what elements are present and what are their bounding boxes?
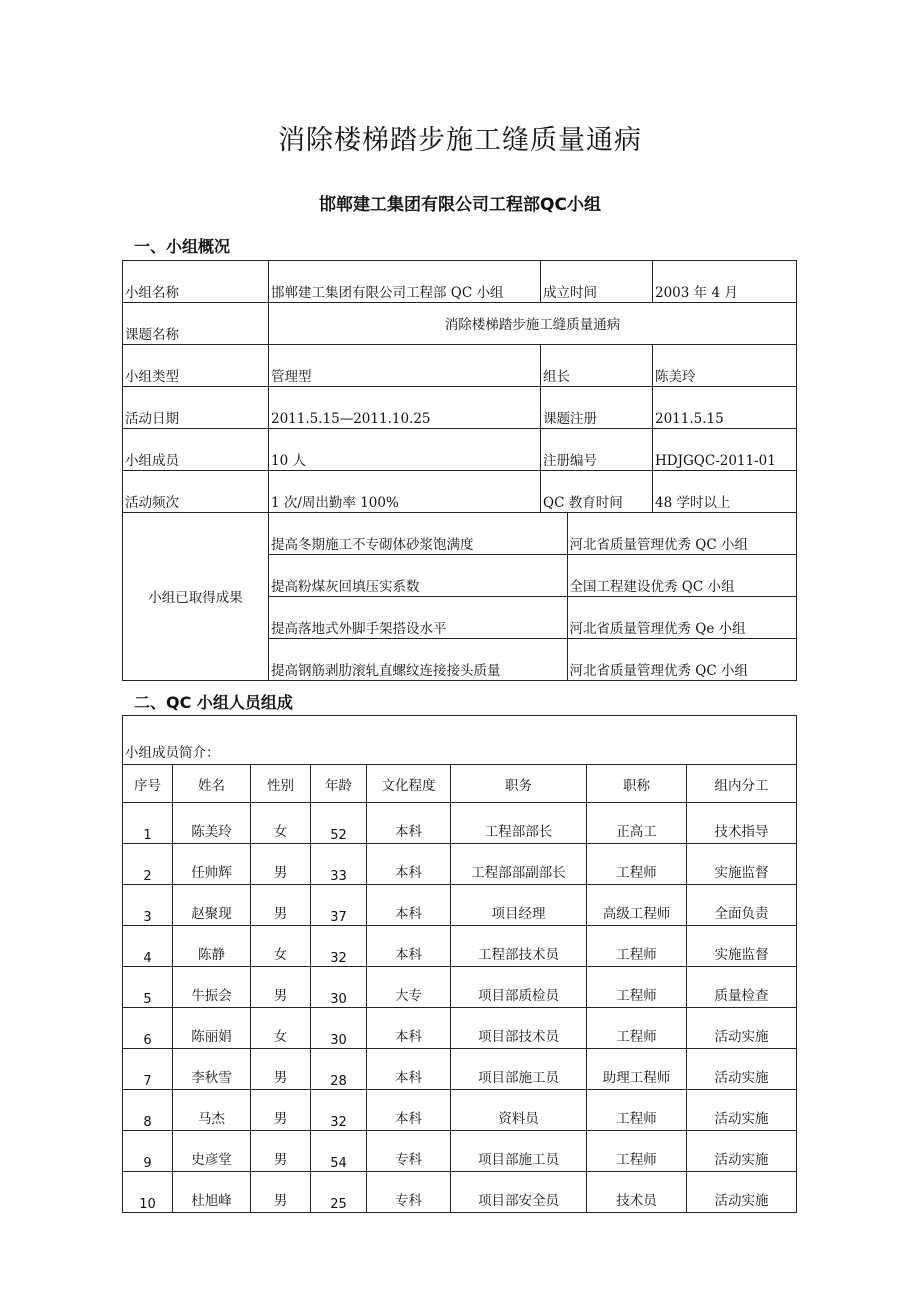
member-row [123, 844, 797, 885]
achievement-project: 提高落地式外脚手架搭设水平 [269, 597, 567, 639]
label-cell: 课题名称 [123, 303, 269, 345]
member-seq: 9 [123, 1131, 173, 1172]
member-education: 专科 [367, 1172, 451, 1213]
member-row [123, 1090, 797, 1131]
member-row [123, 1049, 797, 1090]
member-position: 项目部技术员 [451, 1008, 587, 1049]
member-gender: 女 [251, 1008, 311, 1049]
label-cell: 注册编号 [541, 429, 653, 471]
member-seq: 2 [123, 844, 173, 885]
member-gender: 男 [251, 1049, 311, 1090]
value-cell: 2011.5.15 [653, 387, 797, 429]
member-role: 活动实施 [687, 1131, 797, 1172]
member-row [123, 885, 797, 926]
member-name: 杜旭峰 [173, 1172, 251, 1213]
member-position: 项目经理 [451, 885, 587, 926]
member-seq: 5 [123, 967, 173, 1008]
member-age: 25 [311, 1172, 367, 1213]
group-overview-table [122, 260, 797, 681]
member-education: 大专 [367, 967, 451, 1008]
member-age: 28 [311, 1049, 367, 1090]
achievement-item [269, 513, 797, 555]
overview-row [123, 303, 797, 345]
member-education: 本科 [367, 1090, 451, 1131]
member-row [123, 1172, 797, 1213]
member-seq: 8 [123, 1090, 173, 1131]
achievement-project: 提高粉煤灰回填压实系数 [269, 555, 567, 597]
col-header: 姓名 [173, 765, 251, 803]
members-intro: 小组成员简介： [123, 716, 797, 765]
member-title: 工程师 [587, 1131, 687, 1172]
member-row [123, 803, 797, 844]
col-header: 序号 [123, 765, 173, 803]
member-gender: 女 [251, 803, 311, 844]
member-position: 项目部施工员 [451, 1131, 587, 1172]
member-name: 陈美玲 [173, 803, 251, 844]
label-cell: 小组类型 [123, 345, 269, 387]
member-row [123, 1131, 797, 1172]
member-position: 工程部技术员 [451, 926, 587, 967]
member-role: 质量检查 [687, 967, 797, 1008]
member-age: 32 [311, 926, 367, 967]
member-title: 工程师 [587, 926, 687, 967]
member-gender: 男 [251, 1090, 311, 1131]
member-role: 活动实施 [687, 1090, 797, 1131]
achievements-container [269, 513, 797, 681]
member-seq: 1 [123, 803, 173, 844]
members-intro-row [123, 716, 797, 765]
member-age: 30 [311, 967, 367, 1008]
member-row [123, 967, 797, 1008]
member-role: 实施监督 [687, 926, 797, 967]
member-title: 工程师 [587, 1090, 687, 1131]
member-name: 史彦堂 [173, 1131, 251, 1172]
label-cell: 课题注册 [541, 387, 653, 429]
col-header: 性别 [251, 765, 311, 803]
member-role: 全面负责 [687, 885, 797, 926]
member-title: 技术员 [587, 1172, 687, 1213]
value-cell: 48 学时以上 [653, 471, 797, 513]
member-seq: 10 [123, 1172, 173, 1213]
value-cell: 邯郸建工集团有限公司工程部 QC 小组 [269, 261, 541, 303]
member-education: 专科 [367, 1131, 451, 1172]
member-title: 正高工 [587, 803, 687, 844]
section-heading-members: 二、QC 小组人员组成 [134, 693, 293, 712]
member-name: 陈丽娟 [173, 1008, 251, 1049]
member-age: 54 [311, 1131, 367, 1172]
overview-row [123, 471, 797, 513]
label-cell: 活动日期 [123, 387, 269, 429]
page-title: 消除楼梯踏步施工缝质量通病 [278, 125, 642, 156]
label-cell: QC 教育时间 [541, 471, 653, 513]
section-heading-overview: 一、小组概况 [134, 237, 231, 256]
achievement-project: 提高钢筋剥肋滚轧直螺纹连接接头质量 [269, 639, 567, 681]
achievement-project: 提高冬期施工不专砌体砂浆饱满度 [269, 513, 567, 555]
member-role: 活动实施 [687, 1008, 797, 1049]
label-cell: 小组成员 [123, 429, 269, 471]
member-title: 工程师 [587, 1008, 687, 1049]
member-name: 陈静 [173, 926, 251, 967]
member-gender: 男 [251, 1131, 311, 1172]
achievements-row [123, 513, 797, 681]
member-gender: 男 [251, 967, 311, 1008]
member-seq: 3 [123, 885, 173, 926]
member-age: 37 [311, 885, 367, 926]
member-gender: 男 [251, 844, 311, 885]
value-cell: 2011.5.15—2011.10.25 [269, 387, 541, 429]
member-education: 本科 [367, 885, 451, 926]
member-role: 活动实施 [687, 1172, 797, 1213]
overview-row [123, 261, 797, 303]
member-role: 实施监督 [687, 844, 797, 885]
value-cell: 1 次/周出勤率 100% [269, 471, 541, 513]
achievement-award: 全国工程建设优秀 QC 小组 [567, 555, 797, 597]
member-title: 工程师 [587, 844, 687, 885]
member-education: 本科 [367, 1049, 451, 1090]
member-age: 32 [311, 1090, 367, 1131]
members-table [122, 715, 797, 1213]
member-education: 本科 [367, 1008, 451, 1049]
member-position: 工程部部长 [451, 803, 587, 844]
member-age: 52 [311, 803, 367, 844]
achievements-table [269, 513, 797, 680]
overview-row [123, 387, 797, 429]
member-age: 30 [311, 1008, 367, 1049]
value-cell: 2003 年 4 月 [653, 261, 797, 303]
member-row [123, 926, 797, 967]
col-header: 职务 [451, 765, 587, 803]
achievement-item [269, 597, 797, 639]
overview-row [123, 345, 797, 387]
col-header: 年龄 [311, 765, 367, 803]
member-age: 33 [311, 844, 367, 885]
label-cell: 活动频次 [123, 471, 269, 513]
member-position: 项目部施工员 [451, 1049, 587, 1090]
member-name: 任帅辉 [173, 844, 251, 885]
label-cell: 组长 [541, 345, 653, 387]
member-row [123, 1008, 797, 1049]
member-gender: 男 [251, 885, 311, 926]
member-gender: 女 [251, 926, 311, 967]
member-position: 项目部安全员 [451, 1172, 587, 1213]
members-header-row [123, 765, 797, 803]
label-cell: 小组名称 [123, 261, 269, 303]
value-cell: 10 人 [269, 429, 541, 471]
member-seq: 7 [123, 1049, 173, 1090]
member-title: 助理工程师 [587, 1049, 687, 1090]
value-cell: 管理型 [269, 345, 541, 387]
page-subtitle: 邯郸建工集团有限公司工程部QC小组 [319, 195, 601, 215]
achievement-award: 河北省质量管理优秀 Qe 小组 [567, 597, 797, 639]
achievement-award: 河北省质量管理优秀 QC 小组 [567, 513, 797, 555]
value-cell: HDJGQC-2011-01 [653, 429, 797, 471]
member-title: 高级工程师 [587, 885, 687, 926]
achievement-item [269, 639, 797, 681]
label-cell: 成立时间 [541, 261, 653, 303]
topic-name-cell: 消除楼梯踏步施工缝质量通病 [269, 303, 797, 345]
member-role: 活动实施 [687, 1049, 797, 1090]
member-name: 赵聚现 [173, 885, 251, 926]
member-seq: 6 [123, 1008, 173, 1049]
member-seq: 4 [123, 926, 173, 967]
col-header: 文化程度 [367, 765, 451, 803]
member-name: 牛振会 [173, 967, 251, 1008]
achievement-award: 河北省质量管理优秀 QC 小组 [569, 663, 748, 679]
member-position: 资料员 [451, 1090, 587, 1131]
member-education: 本科 [367, 844, 451, 885]
member-role: 技术指导 [687, 803, 797, 844]
col-header: 组内分工 [687, 765, 797, 803]
member-position: 项目部质检员 [451, 967, 587, 1008]
achievements-label: 小组已取得成果 [123, 513, 269, 681]
member-name: 李秋雪 [173, 1049, 251, 1090]
member-gender: 男 [251, 1172, 311, 1213]
member-education: 本科 [367, 926, 451, 967]
overview-row [123, 429, 797, 471]
member-title: 工程师 [587, 967, 687, 1008]
col-header: 职称 [587, 765, 687, 803]
achievement-item [269, 555, 797, 597]
member-name: 马杰 [173, 1090, 251, 1131]
member-education: 本科 [367, 803, 451, 844]
member-position: 工程部部副部长 [451, 844, 587, 885]
value-cell: 陈美玲 [653, 345, 797, 387]
